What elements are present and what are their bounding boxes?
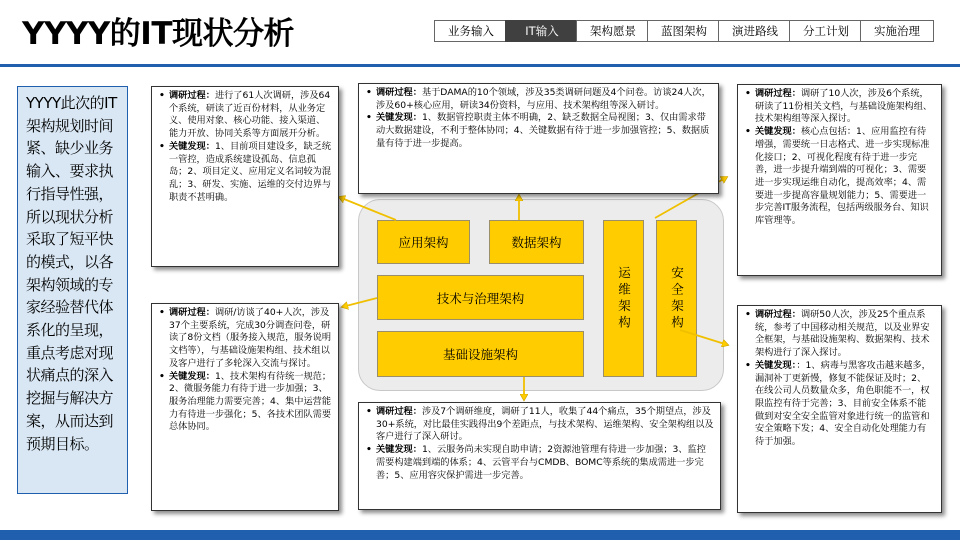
tab-implementation-governance[interactable]: 实施治理: [860, 20, 934, 42]
page-title: YYYY的IT现状分析: [22, 16, 294, 52]
app-architecture-box: 应用架构: [377, 220, 470, 264]
list-item: • 关键发现：1、技术架构有待统一规范；2、微服务能力有待于进一步加强；3、服务治理能力需要完善；4、集中运营能力有待进一步强化；5、各技术团队需要总体协同。: [156, 371, 332, 435]
tab-division-plan[interactable]: 分工计划: [789, 20, 863, 42]
data-architecture-box: 数据架构: [489, 220, 584, 264]
ops-architecture-box: 运维架构: [603, 220, 644, 377]
tab-architecture-vision[interactable]: 架构愿景: [576, 20, 650, 42]
list-item: • 关键发现：1、云服务尚未实现自助申请；2资源池管理有待进一步加强；3、监控需要构建端到端的体系；4、云管平台与CMDB、BOMC等系统的集成需进一步完善；5、应用容灾保护需进一步完善。: [363, 444, 714, 482]
list-item: • 关键发现：核心点包括：1、应用监控有待增强，需要统一日志格式、进一步实现标准化接口；2、可视化程度有待于进一步完善，进一步提升端到端的可视化；3、需要进一步实现运维自动化，提高效率；4、需要进一步提高容量规划能力；5、需要进一步完善IT服务流程，包括两级服务台、知识库管理等。: [742, 126, 935, 228]
tab-evolution-roadmap[interactable]: 演进路线: [718, 20, 792, 42]
list-item: • 调研过程：调研50人次，涉及25个重点系统，参考了中国移动相关规范，以及业界安全框架，与基础设施架构、数据架构、技术架构进行了深入探讨。: [742, 309, 935, 360]
footer-bar: [0, 530, 960, 540]
list-item: • 调研过程：基于DAMA的10个领域，涉及35类调研问题及4个问卷。访谈24人次，涉及60+核心应用，研读34份资料，与应用、技术架构组等深入研讨。: [363, 87, 712, 112]
tech-governance-architecture-box: 技术与治理架构: [377, 275, 584, 320]
security-findings-card: [737, 305, 942, 513]
list-item: • 关键发现：：1、病毒与黑客攻击越来越多，漏洞补丁更新慢，修复不能保证及时；2、在线公司人员数量众多，角色职能不一，权限监控有待于完善；3、目前安全体系不能做到对安全安全监管对象进行统一的监管和安全策略下发；4、安全自动化处理能力有待于加强。: [742, 360, 935, 449]
list-item: • 关键发现：1、目前项目建设多，缺乏统一管控，造成系统建设孤岛、信息孤岛；2、项目定义、应用定义名词较为混乱；3、研发、实施、运维的交付边界与职责不甚明确。: [156, 141, 332, 205]
list-item: • 调研过程：调研了10人次，涉及6个系统，研读了11份相关文档，与基础设施架构组、技术架构组等深入探讨。: [742, 88, 935, 126]
header-divider: [0, 64, 960, 67]
ops-findings-card: [737, 84, 942, 276]
security-architecture-box: 安全架构: [656, 220, 697, 377]
tech-findings-card: [151, 303, 339, 511]
data-findings-card: [358, 83, 719, 194]
infra-findings-card: [358, 402, 721, 510]
tab-blueprint-architecture[interactable]: 蓝图架构: [647, 20, 721, 42]
list-item: • 调研过程：涉及7个调研维度，调研了11人，收集了44个痛点，35个期望点，涉及30+系统，对比最佳实践得出9个差距点，与技术架构、运维架构、安全架构组以及客户进行了深入研讨。: [363, 406, 714, 444]
app-findings-card: [151, 86, 339, 267]
list-item: • 调研过程：进行了61人次调研，涉及64个系统，研读了近百份材料，从业务定义、使用对象、核心功能、接入渠道、能力开放、协同关系等方面展开分析。: [156, 90, 332, 141]
summary-sidebar: YYYY此次的IT架构规划时间紧、缺少业务输入、要求执行指导性强，所以现状分析采取了短平快的模式，以各架构领域的专家经验替代体系化的呈现，重点考虑对现状痛点的深入挖掘与解决方案，从而达到预期目标。: [17, 86, 128, 494]
tab-business-input[interactable]: 业务输入: [434, 20, 508, 42]
process-tabs: [434, 20, 931, 44]
list-item: • 调研过程：调研/访谈了40+人次，涉及37个主要系统，完成30分调查问卷，研读了8份文档（服务接入规范，服务说明文档等），与基础设施架构组、技术组以及客户进行了多轮深入交流与探讨。: [156, 307, 332, 371]
tab-it-input[interactable]: IT输入: [505, 20, 579, 42]
list-item: • 关键发现：1、数据管控职责主体不明确，2、缺乏数据全局视图；3、仅由需求带动大数据建设，不利于整体协同；4、关键数据有待于进一步加强管控；5、数据质量有待于进一步提高。: [363, 112, 712, 150]
infrastructure-architecture-box: 基础设施架构: [377, 331, 584, 377]
